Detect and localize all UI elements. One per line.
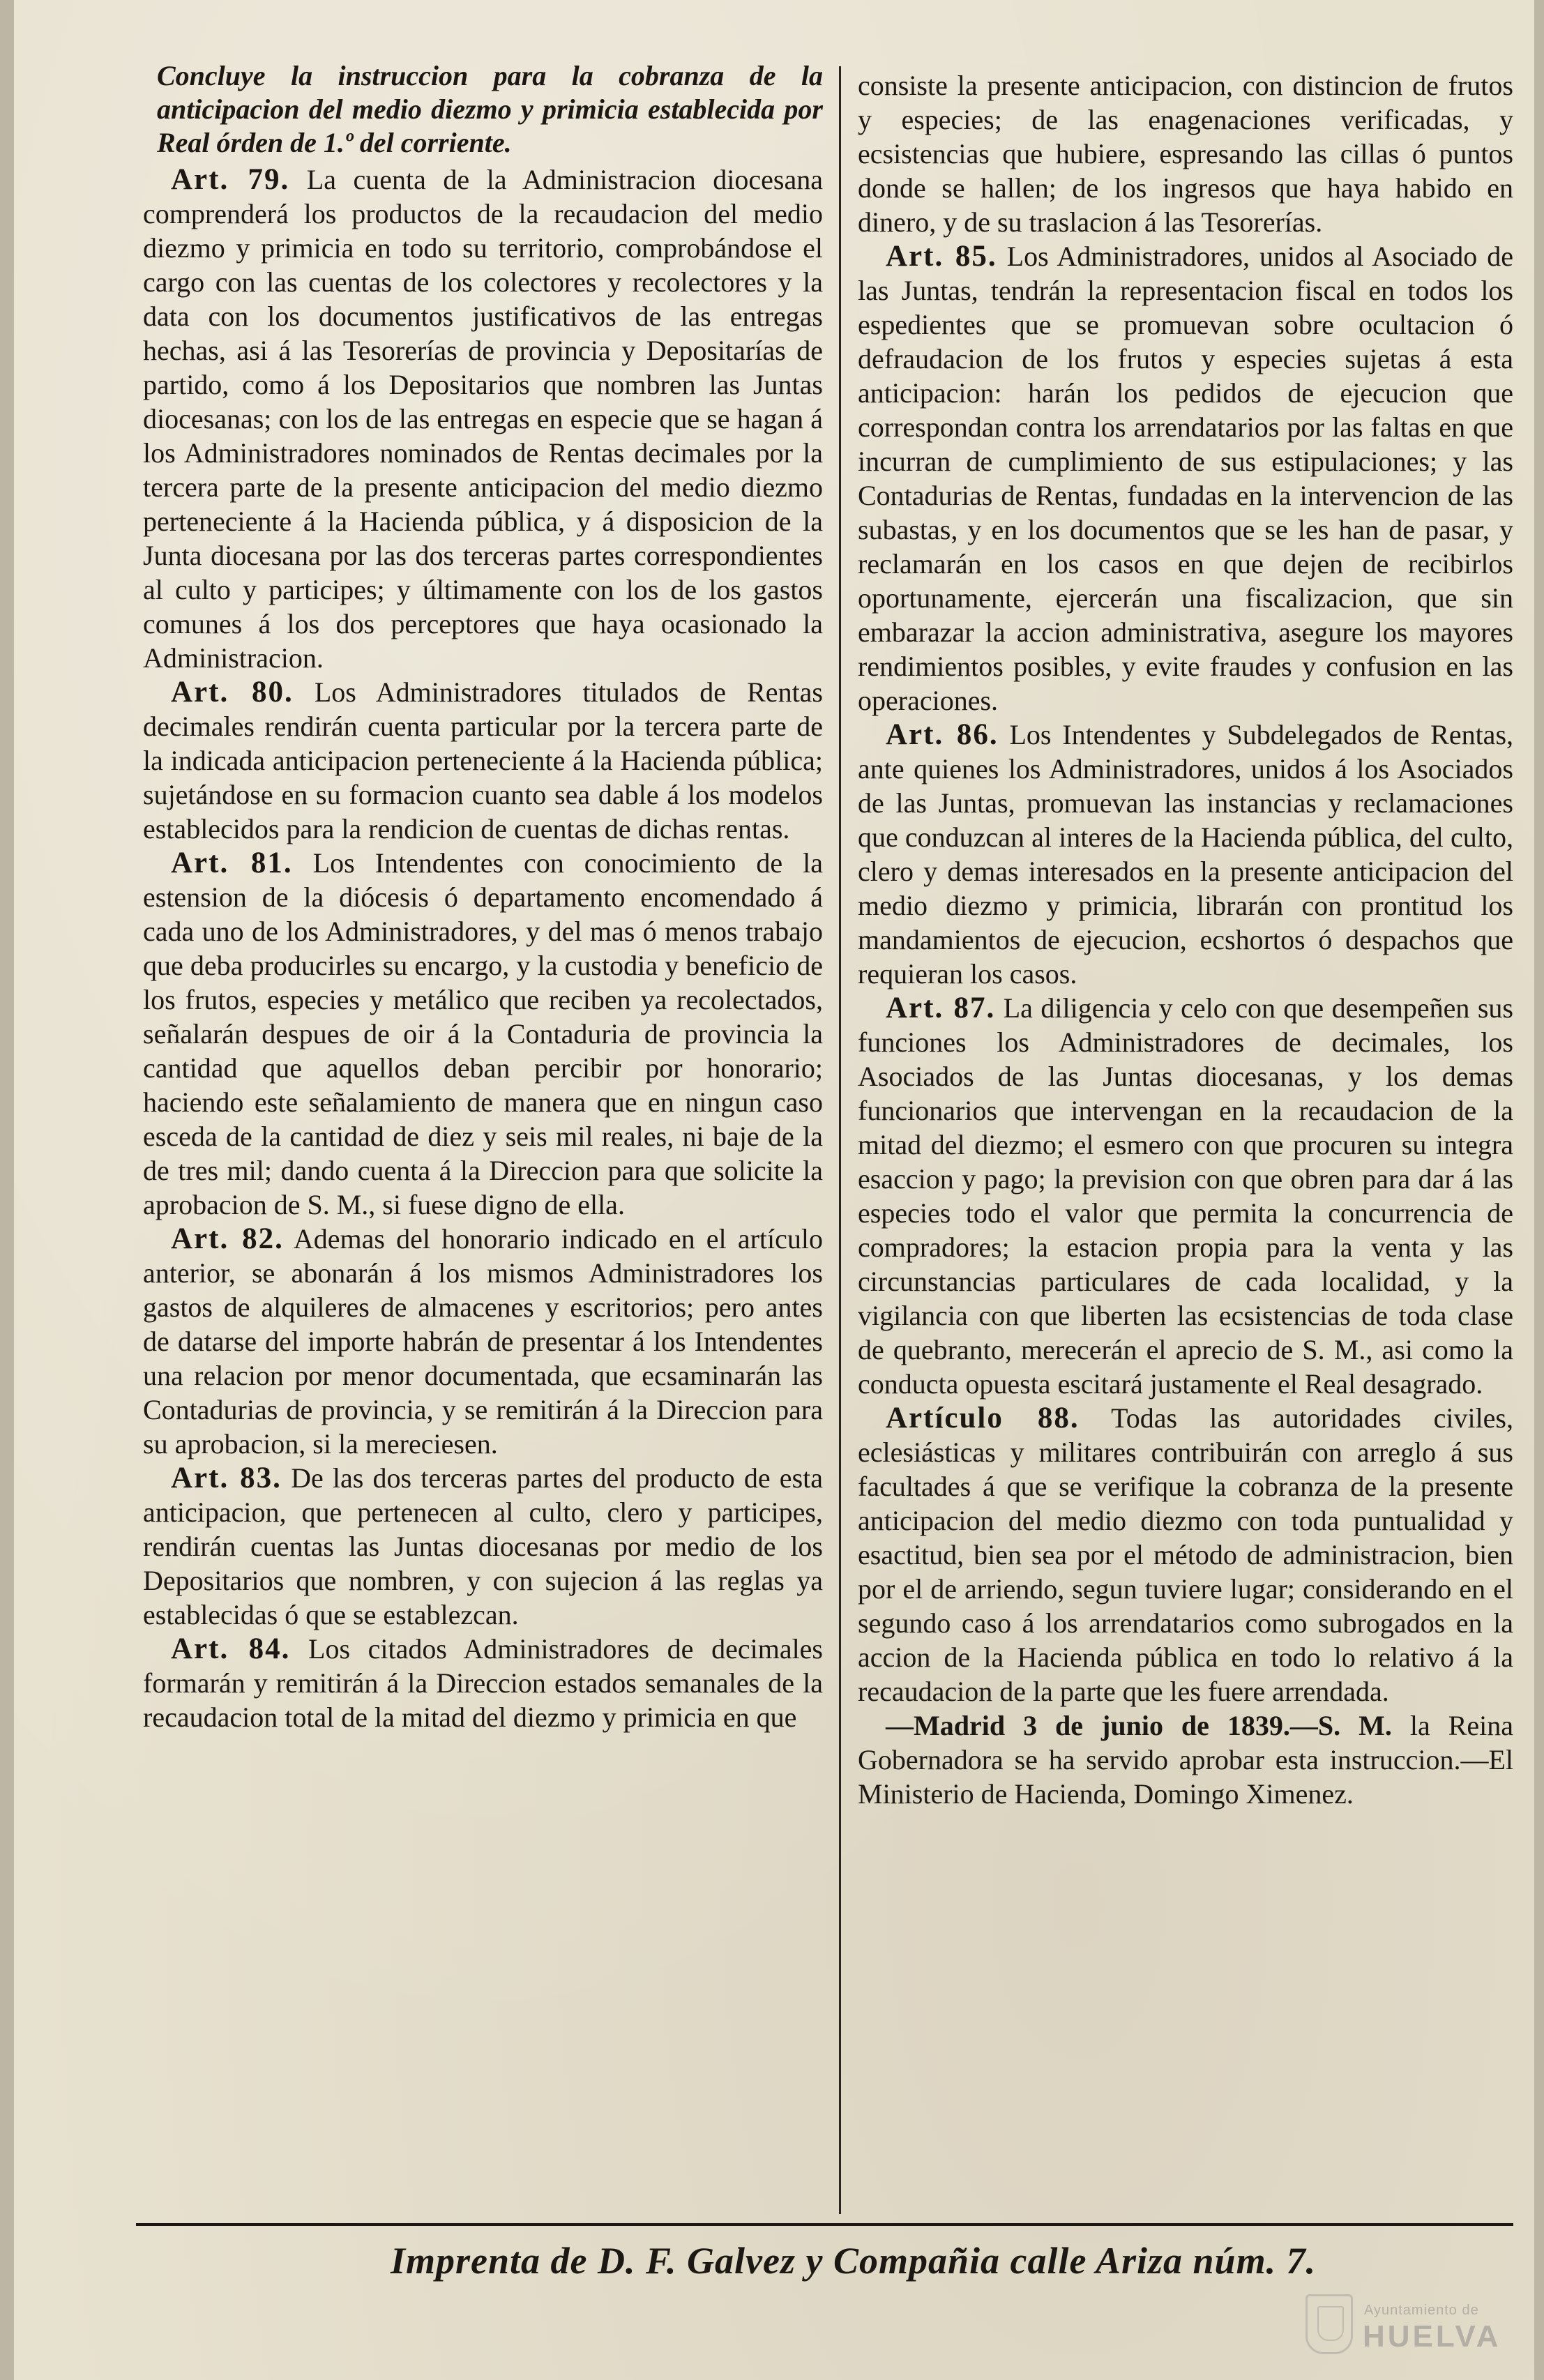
article-text: Los Administradores, unidos al Asociado de las Juntas, tendrán la representacion fiscal en todos los espedientes que se promuevan sobre ocultacion ó defraudacion de los frutos y especies sujetas á esta anticipacion: harán los pedidos de ejecucion que correspondan contra los arrendatarios por las faltas en que incurran de cumplimiento de sus estipulaciones; y las Contadurias de Rentas, fundadas en la intervencion de las subastas, y en los documentos que se les han de pasar, y reclamarán en los casos en que dejen de recibirlos oportunamente, ejercerán una fiscalizacion, que sin embarazar la accion administrativa, asegure los mayores rendimientos posibles, y evite fraudes y confusion en las operaciones. bbox=[858, 241, 1513, 716]
article-paragraph bbox=[143, 1632, 823, 1734]
footer-rule bbox=[136, 2223, 1513, 2226]
article-paragraph bbox=[143, 846, 823, 1222]
article-paragraph bbox=[143, 1461, 823, 1632]
article-text: Los Intendentes con conocimiento de la estension de la diócesis ó departamento encomendado á cada uno de los Administradores, y del mas ó menos trabajo que deba producirles su encargo, y la custodia y beneficio de los frutos, especies y metálico que reciben ya recolectados, señalarán despues de oir á la Contaduria de provincia la cantidad que aquellos deban percibir por honorario; haciendo este señalamiento de manera que en ningun caso esceda de la cantidad de diez y seis mil reales, ni baje de la de tres mil; dando cuenta á la Direccion para que solicite la aprobacion de S. M., si fuese digno de ella. bbox=[143, 847, 824, 1220]
article-label: Art. 86. bbox=[886, 718, 999, 751]
right-column bbox=[858, 68, 1513, 1811]
article-paragraph bbox=[858, 239, 1513, 718]
printer-imprint: Imprenta de D. F. Galvez y Compañia calle Ariza núm. 7. bbox=[391, 2240, 1317, 2282]
article-paragraph bbox=[858, 991, 1513, 1401]
city-crest-icon bbox=[1305, 2294, 1353, 2354]
article-label: Art. 84. bbox=[171, 1632, 291, 1665]
article-label: Art. 82. bbox=[171, 1222, 284, 1255]
closing-paragraph bbox=[858, 1708, 1513, 1811]
article-label: Art. 80. bbox=[171, 676, 294, 708]
closing-text: la Reina Gobernadora se ha servido aprobar esta instruccion.—El Ministerio de Hacienda, Domingo Ximenez. bbox=[858, 1710, 1513, 1810]
left-articles bbox=[143, 162, 823, 1734]
article-label: Artículo 88. bbox=[886, 1402, 1080, 1434]
article-text: Los citados Administradores de decimales formarán y remitirán á la Direccion estados semanales de la recaudacion total de la mitad del diezmo y primicia en que bbox=[143, 1633, 823, 1733]
document-heading: Concluye la instruccion para la cobranza de la anticipacion del medio diezmo y primicia establecida por Real órden de 1.º del corriente. bbox=[157, 60, 823, 158]
article-label: Art. 81. bbox=[171, 847, 293, 879]
article-text: consiste la presente anticipacion, con distincion de frutos y especies; de las enagenaciones verificadas, y ecsistencias que hubiere, espresando las cillas ó puntos donde se hallen; de los ingresos que haya habido en dinero, y de su traslacion á las Tesorerías. bbox=[858, 70, 1513, 238]
article-text: Ademas del honorario indicado en el artículo anterior, se abonarán á los mismos Administradores los gastos de alquileres de almacenes y escritorios; pero antes de datarse del importe habrán de presentar á los Intendentes una relacion por menor documentada, que ecsaminarán las Contadurias de provincia, y se remitirán á la Direccion para su aprobacion, si la mereciesen. bbox=[143, 1223, 823, 1460]
article-paragraph bbox=[143, 1222, 823, 1461]
article-paragraph bbox=[143, 162, 823, 675]
article-paragraph bbox=[858, 718, 1513, 991]
left-column bbox=[143, 59, 823, 1734]
article-text: La cuenta de la Administracion diocesana comprenderá los productos de la recaudacion del medio diezmo y primicia en todo su territorio, comprobándose el cargo con las cuentas de los colectores y recolectores y la data con los documentos justificativos de las entregas hechas, asi á las Tesorerías de provincia y Depositarías de partido, como á los Depositarios que nombren las Juntas diocesanas; con los de las entregas en especie que se hagan á los Administradores nominados de Rentas decimales por la tercera parte de la presente anticipacion del medio diezmo perteneciente á la Hacienda pública, y á disposicion de la Junta diocesana por las dos terceras partes correspondientes al culto y participes; y últimamente con los de los gastos comunes á los dos perceptores que haya ocasionado la Administracion. bbox=[143, 164, 823, 674]
article-label: Art. 83. bbox=[171, 1462, 282, 1494]
column-divider bbox=[839, 66, 841, 2214]
article-paragraph bbox=[143, 675, 823, 846]
watermark-small: Ayuntamiento de bbox=[1364, 2303, 1479, 2318]
article-label: Art. 87. bbox=[886, 992, 996, 1024]
article-text: Los Intendentes y Subdelegados de Rentas, ante quienes los Administradores, unidos á los Asociados de las Juntas, promuevan las instancias y reclamaciones que conduzcan al interes de la Hacienda pública, del culto, clero y demas interesados en la presente anticipacion del medio diezmo y primicia, librarán con prontitud los mandamientos de ejecucion, ecshortos ó despachos que requieran los casos. bbox=[858, 719, 1514, 990]
article-label: Art. 85. bbox=[886, 240, 997, 273]
article-text: La diligencia y celo con que desempeñen sus funciones los Administradores de decimales, los Asociados de las Juntas diocesanas, y los demas funcionarios que intervengan en la recaudacion de la mitad del diezmo; el esmero con que procuren su integra esaccion y pago; la prevision con que obren para dar á las especies todo el valor que permita la concurrencia de compradores; la estacion propia para la venta y las circunstancias particulares de cada localidad, y la vigilancia con que liberten las ecsistencias de toda clase de quebranto, merecerán el aprecio de S. M., asi como la conducta opuesta escitará justamente el Real desagrado. bbox=[858, 992, 1514, 1400]
article-text: De las dos terceras partes del producto de esta anticipacion, que pertenecen al culto, clero y participes, rendirán cuentas las Juntas diocesanas por medio de los Depositarios que nombren, y con sujecion á las reglas ya establecidas ó que se establezcan. bbox=[143, 1462, 823, 1630]
article-label: Art. 79. bbox=[171, 163, 290, 196]
article-paragraph bbox=[858, 1401, 1513, 1708]
right-articles bbox=[858, 68, 1513, 1708]
article-paragraph bbox=[858, 68, 1513, 239]
watermark-big: HUELVA bbox=[1363, 2319, 1501, 2354]
document-page bbox=[14, 0, 1534, 2380]
article-text: Todas las autoridades civiles, eclesiásticas y militares contribuirán con arreglo á sus facultades á que se verifique la cobranza de la presente anticipacion del medio diezmo con toda puntualidad y esactitud, bien sea por el método de administracion, bien por el de arriendo, segun tuviere lugar; considerando en el segundo caso á los arrendatarios como subrogados en la accion de la Hacienda pública en todo lo relativo á la recaudacion de la parte que les fuere arrendada. bbox=[858, 1402, 1513, 1707]
closing-date: —Madrid 3 de junio de 1839.—S. M. bbox=[886, 1710, 1392, 1741]
article-text: Los Administradores titulados de Rentas decimales rendirán cuenta particular por la tercera parte de la indicada anticipacion perteneciente á la Hacienda pública; sujetándose en su formacion cuanto sea dable á los modelos establecidos para la rendicion de cuentas de dichas rentas. bbox=[143, 676, 823, 844]
